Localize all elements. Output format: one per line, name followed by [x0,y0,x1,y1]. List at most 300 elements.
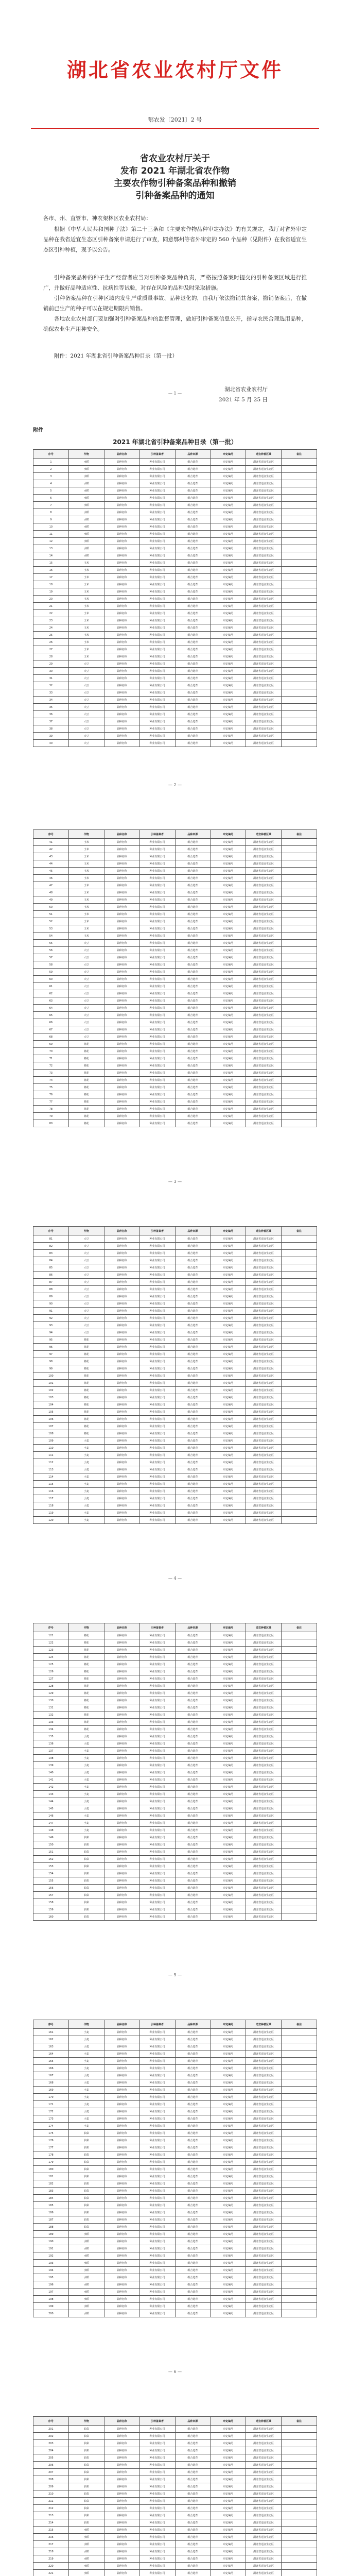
table-cell: 水稻 [68,459,104,466]
table-cell: 50 [33,904,69,911]
table-cell: 审定编号 [211,653,246,660]
table-header: 序号 [33,450,69,459]
table-cell: 审定编号 [211,1473,246,1481]
table-cell: 种业有限公司 [139,2541,175,2548]
table-cell: 组合选育 [175,1726,211,1733]
table-cell: 审定编号 [211,2281,246,2289]
title-line: 省农业农村厅关于 [140,154,210,164]
table-cell: 种业有限公司 [139,846,175,853]
table-header: 品种名称 [104,2020,139,2029]
table-cell: 种业有限公司 [139,983,175,990]
table-cell: 组合选育 [175,2462,211,2469]
table-cell: 种业有限公司 [139,617,175,624]
table-header: 审定编号 [211,1623,246,1632]
table-cell: 组合选育 [175,2094,211,2101]
table-cell: 品种名称 [104,2123,139,2130]
table-cell: 品种名称 [104,2245,139,2252]
table-header: 备注 [282,1227,317,1235]
table-row [33,718,317,725]
table-cell: 审定编号 [211,2454,246,2462]
table-cell: 审定编号 [211,718,246,725]
table-cell: 147 [33,1820,69,1827]
table-cell: 品种名称 [104,846,139,853]
table-row [33,1315,317,1322]
table-cell [282,2238,317,2245]
table-cell: 棉花 [68,1351,104,1358]
table-cell: 品种名称 [104,1279,139,1286]
table-cell: 大豆 [68,1308,104,1315]
table-cell: 种业有限公司 [139,2519,175,2527]
table-cell: 种业有限公司 [139,1365,175,1372]
table-cell [282,2289,317,2296]
table-row [33,2137,317,2144]
table-cell: 审定编号 [211,1755,246,1762]
table-cell: 小麦 [68,1437,104,1445]
table-cell: 湖北省适宜生态区 [246,733,282,740]
table-cell: 湖北省适宜生态区 [246,2433,282,2440]
table-cell: 组合选育 [175,2231,211,2238]
table-cell: 组合选育 [175,2541,211,2548]
table-cell: 审定编号 [211,1005,246,1012]
table-cell: 小麦 [68,2072,104,2079]
table-cell: 棉花 [68,1358,104,1365]
variety-table [33,449,317,747]
table-cell: 湖北省适宜生态区 [246,2144,282,2151]
table-cell: 审定编号 [211,1748,246,1755]
table-row [33,1906,317,1913]
table-cell: 品种名称 [104,2555,139,2563]
table-cell [282,2151,317,2159]
table-cell: 品种名称 [104,2202,139,2209]
table-cell: 组合选育 [175,1748,211,1755]
table-cell: 审定编号 [211,969,246,976]
table-cell: 湖北省适宜生态区 [246,846,282,853]
table-cell: 26 [33,639,69,646]
table-cell: 品种名称 [104,1445,139,1452]
table-cell: 种业有限公司 [139,1834,175,1841]
table-cell: 品种名称 [104,689,139,697]
table-cell: 组合选育 [175,2144,211,2151]
table-cell: 审定编号 [211,1365,246,1372]
table-cell: 组合选育 [175,2512,211,2519]
table-cell: 湖北省适宜生态区 [246,1827,282,1834]
table-cell: 审定编号 [211,1264,246,1272]
table-cell: 品种名称 [104,1841,139,1849]
table-cell: 品种名称 [104,1913,139,1921]
table-cell: 湖北省适宜生态区 [246,1495,282,1502]
table-cell: 92 [33,1315,69,1322]
table-cell: 水稻 [68,487,104,495]
table-cell: 湖北省适宜生态区 [246,2209,282,2216]
table-cell: 67 [33,1026,69,1033]
table-cell [282,1668,317,1675]
table-cell: 种业有限公司 [139,581,175,588]
table-cell: 油菜 [68,2188,104,2195]
table-row [33,2058,317,2065]
table-cell: 湖北省适宜生态区 [246,1704,282,1711]
table-row [33,682,317,689]
table-cell: 湖北省适宜生态区 [246,1005,282,1012]
table-cell: 种业有限公司 [139,480,175,487]
table-cell: 品种名称 [104,725,139,733]
table-cell: 191 [33,2245,69,2252]
table-cell: 种业有限公司 [139,697,175,704]
table-cell: 种业有限公司 [139,2216,175,2224]
table-cell: 种业有限公司 [139,925,175,933]
table-row [33,2144,317,2151]
table-cell: 棉花 [68,1668,104,1675]
table-row [33,1113,317,1120]
table-cell: 组合选育 [175,516,211,523]
table-cell: 组合选育 [175,1805,211,1812]
table-cell: 品种名称 [104,1098,139,1106]
table-cell: 种业有限公司 [139,1784,175,1791]
table-cell [282,940,317,947]
table-cell: 173 [33,2115,69,2123]
table-cell: 湖北省适宜生态区 [246,1639,282,1647]
table-cell: 品种名称 [104,2433,139,2440]
table-cell [282,1019,317,1026]
table-cell: 大豆 [68,718,104,725]
table-cell: 审定编号 [211,1380,246,1387]
table-cell: 组合选育 [175,689,211,697]
table-cell [282,545,317,552]
table-row [33,1459,317,1466]
table-row [33,1452,317,1459]
table-cell: 湖北省适宜生态区 [246,1272,282,1279]
table-cell: 种业有限公司 [139,1459,175,1466]
table-row [33,2202,317,2209]
table-cell: 品种名称 [104,697,139,704]
table-cell [282,2159,317,2166]
table-cell: 种业有限公司 [139,1683,175,1690]
table-row [33,1711,317,1719]
table-cell: 种业有限公司 [139,1091,175,1098]
table-row [33,1769,317,1776]
table-cell: 种业有限公司 [139,2512,175,2519]
table-cell: 审定编号 [211,2180,246,2188]
table-cell: 组合选育 [175,1906,211,1913]
table-cell: 品种名称 [104,682,139,689]
table-header: 品种来源 [175,1227,211,1235]
table-cell: 9 [33,516,69,523]
table-cell: 湖北省适宜生态区 [246,596,282,603]
table-cell: 大豆 [68,740,104,747]
table-cell: 213 [33,2512,69,2519]
table-row [33,2173,317,2180]
table-cell: 湖北省适宜生态区 [246,2029,282,2036]
table-cell: 湖北省适宜生态区 [246,889,282,896]
table-cell: 组合选育 [175,2195,211,2202]
table-cell: 品种名称 [104,502,139,509]
table-cell: 种业有限公司 [139,2426,175,2433]
table-cell [282,2490,317,2498]
table-cell: 种业有限公司 [139,2094,175,2101]
table-row [33,516,317,523]
table-cell: 小麦 [68,2043,104,2050]
table-cell: 湖北省适宜生态区 [246,1755,282,1762]
table-cell: 湖北省适宜生态区 [246,552,282,560]
table-row [33,2115,317,2123]
table-cell [282,1827,317,1834]
table-cell: 棉花 [68,1416,104,1423]
table-cell: 组合选育 [175,2274,211,2281]
table-cell: 组合选育 [175,2123,211,2130]
table-cell: 59 [33,969,69,976]
table-cell: 油菜 [68,2490,104,2498]
table-cell: 审定编号 [211,853,246,860]
table-cell: 组合选育 [175,1062,211,1070]
table-cell: 117 [33,1495,69,1502]
document-title [21,152,329,202]
table-cell: 种业有限公司 [139,933,175,940]
table-cell: 审定编号 [211,2151,246,2159]
table-cell: 湖北省适宜生态区 [246,1719,282,1726]
table-cell: 品种名称 [104,2447,139,2454]
table-cell: 103 [33,1394,69,1401]
table-row [33,624,317,632]
table-cell: 湖北省适宜生态区 [246,1906,282,1913]
table-header: 审定编号 [211,450,246,459]
table-cell: 审定编号 [211,1351,246,1358]
table-cell [282,2527,317,2534]
table-cell: 湖北省适宜生态区 [246,560,282,567]
table-cell: 种业有限公司 [139,2123,175,2130]
table-cell: 审定编号 [211,882,246,889]
table-cell: 组合选育 [175,1026,211,1033]
table-cell: 种业有限公司 [139,1394,175,1401]
table-row [33,997,317,1005]
table-cell: 大豆 [68,961,104,969]
table-cell [282,2454,317,2462]
table-cell: 玉米 [68,933,104,940]
table-row [33,545,317,552]
table-cell: 油菜 [68,2173,104,2180]
table-cell [282,1106,317,1113]
table-cell: 种业有限公司 [139,632,175,639]
table-cell [282,2137,317,2144]
table-cell: 124 [33,1654,69,1661]
table-cell: 品种名称 [104,1683,139,1690]
table-cell: 组合选育 [175,2029,211,2036]
table-cell: 审定编号 [211,1401,246,1409]
table-cell: 种业有限公司 [139,704,175,711]
table-page [21,809,329,1190]
table-cell: 组合选育 [175,1106,211,1113]
table-cell: 审定编号 [211,925,246,933]
table-cell [282,2274,317,2281]
table-cell: 152 [33,1856,69,1863]
table-cell: 审定编号 [211,697,246,704]
table-cell: 湖北省适宜生态区 [246,646,282,653]
table-header: 审定编号 [211,830,246,839]
table-row [33,976,317,983]
table-cell: 种业有限公司 [139,1654,175,1661]
table-cell [282,531,317,538]
table-cell [282,1473,317,1481]
table-cell: 水稻 [68,2238,104,2245]
table-cell: 审定编号 [211,1877,246,1885]
table-cell [282,2087,317,2094]
table-cell: 小麦 [68,1452,104,1459]
table-cell: 品种名称 [104,552,139,560]
table-cell: 品种名称 [104,2505,139,2512]
table-cell: 组合选育 [175,1387,211,1394]
table-cell: 128 [33,1683,69,1690]
table-cell: 审定编号 [211,1733,246,1740]
table-cell: 湖北省适宜生态区 [246,2281,282,2289]
table-cell [282,983,317,990]
table-cell: 审定编号 [211,1661,246,1668]
table-cell: 审定编号 [211,581,246,588]
table-row [33,596,317,603]
table-row [33,1827,317,1834]
table-row [33,639,317,646]
variety-table [33,829,317,1127]
table-cell [282,632,317,639]
table-cell: 湖北省适宜生态区 [246,1885,282,1892]
table-cell: 大豆 [68,725,104,733]
table-cell: 水稻 [68,2289,104,2296]
table-cell: 棉花 [68,1336,104,1344]
table-cell: 品种名称 [104,2426,139,2433]
table-cell [282,2563,317,2570]
table-cell: 油菜 [68,2440,104,2447]
table-header: 适宜种植区域 [246,1227,282,1235]
table-row [33,2490,317,2498]
table-cell: 79 [33,1113,69,1120]
table-cell [282,2281,317,2289]
table-row [33,495,317,502]
table-cell: 品种名称 [104,2043,139,2050]
table-cell: 19 [33,588,69,596]
table-cell: 湖北省适宜生态区 [246,2166,282,2173]
table-cell: 种业有限公司 [139,2231,175,2238]
table-cell: 品种名称 [104,1387,139,1394]
table-cell [282,574,317,581]
table-row [33,1661,317,1668]
table-cell: 玉米 [68,560,104,567]
table-cell: 种业有限公司 [139,1877,175,1885]
table-cell: 品种名称 [104,868,139,875]
attachment-note: 附件：2021 年湖北省引种备案品种目录（第一批） [54,353,178,359]
table-cell: 210 [33,2490,69,2498]
table-cell: 组合选育 [175,2570,211,2576]
table-cell [282,2440,317,2447]
table-cell: 组合选育 [175,1647,211,1654]
table-cell: 油菜 [68,2519,104,2527]
table-cell: 湖北省适宜生态区 [246,1019,282,1026]
table-cell: 湖北省适宜生态区 [246,1437,282,1445]
table-cell: 审定编号 [211,2548,246,2555]
table-cell: 湖北省适宜生态区 [246,983,282,990]
table-cell: 棉花 [68,1401,104,1409]
table-cell: 审定编号 [211,1279,246,1286]
table-row [33,2252,317,2260]
table-cell: 审定编号 [211,2079,246,2087]
table-row [33,2036,317,2043]
table-cell: 组合选育 [175,603,211,610]
table-cell: 小麦 [68,1776,104,1784]
table-cell [282,947,317,954]
table-cell: 审定编号 [211,846,246,853]
table-cell: 组合选育 [175,1769,211,1776]
table-cell: 湖北省适宜生态区 [246,1264,282,1272]
table-cell: 组合选育 [175,1885,211,1892]
table-cell: 审定编号 [211,1423,246,1430]
table-cell [282,1719,317,1726]
table-cell [282,875,317,882]
table-cell [282,1647,317,1654]
table-cell: 111 [33,1452,69,1459]
table-cell: 种业有限公司 [139,1315,175,1322]
table-cell [282,1654,317,1661]
table-cell [282,2447,317,2454]
table-cell [282,660,317,668]
table-cell: 大豆 [68,1033,104,1041]
table-row [33,2087,317,2094]
table-cell: 品种名称 [104,2195,139,2202]
table-cell: 审定编号 [211,2130,246,2137]
table-cell: 组合选育 [175,2216,211,2224]
table-cell: 种业有限公司 [139,725,175,733]
table-cell: 水稻 [68,516,104,523]
table-cell: 品种名称 [104,733,139,740]
table-row [33,860,317,868]
table-cell: 种业有限公司 [139,1235,175,1243]
table-cell: 93 [33,1322,69,1329]
table-cell: 组合选育 [175,1877,211,1885]
table-row [33,689,317,697]
table-cell: 湖北省适宜生态区 [246,2274,282,2281]
table-cell: 种业有限公司 [139,1322,175,1329]
table-cell: 13 [33,545,69,552]
table-cell [282,1791,317,1798]
table-cell: 品种名称 [104,480,139,487]
table-cell: 组合选育 [175,1372,211,1380]
table-cell: 组合选育 [175,1791,211,1798]
table-row [33,1647,317,1654]
table-cell [282,1077,317,1084]
table-row [33,954,317,961]
table-cell: 组合选育 [175,2252,211,2260]
table-cell [282,2043,317,2050]
table-cell [282,1365,317,1372]
table-cell: 湖北省适宜生态区 [246,1315,282,1322]
table-row [33,2498,317,2505]
table-cell: 141 [33,1776,69,1784]
table-cell: 116 [33,1488,69,1495]
table-cell: 湖北省适宜生态区 [246,1344,282,1351]
table-cell: 组合选育 [175,1279,211,1286]
table-cell: 玉米 [68,889,104,896]
table-cell: 11 [33,531,69,538]
table-cell [282,1372,317,1380]
table-cell [282,495,317,502]
table-cell: 品种名称 [104,1473,139,1481]
table-cell: 湖北省适宜生态区 [246,523,282,531]
table-cell: 品种名称 [104,2570,139,2576]
table-cell: 油菜 [68,2476,104,2483]
table-cell: 湖北省适宜生态区 [246,1351,282,1358]
table-cell: 水稻 [68,545,104,552]
table-cell: 214 [33,2519,69,2527]
table-row [33,1041,317,1048]
table-cell [282,675,317,682]
table-cell: 组合选育 [175,1077,211,1084]
table-cell: 品种名称 [104,1070,139,1077]
table-cell: 湖北省适宜生态区 [246,2483,282,2490]
